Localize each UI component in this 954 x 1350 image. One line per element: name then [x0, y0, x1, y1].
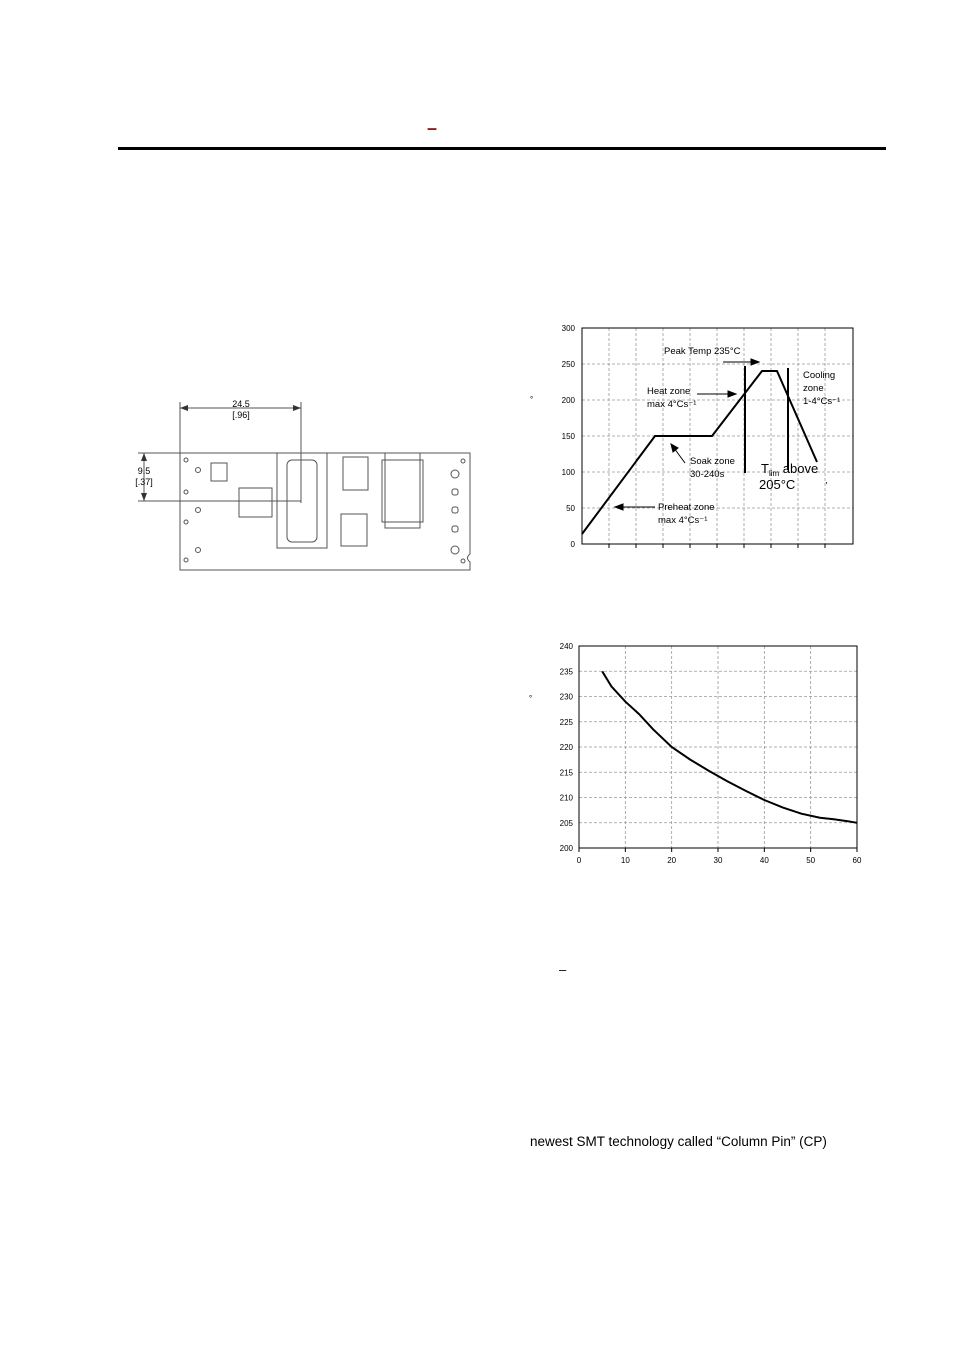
cooling-label: Cooling	[803, 370, 836, 381]
chart-x-tick: 0	[576, 856, 582, 865]
cooling-rate: 1-4°Cs⁻¹	[803, 396, 841, 407]
peak-temp-chart	[525, 638, 870, 873]
preheat-rate: max 4°Cs⁻¹	[658, 515, 708, 526]
soak-zone-time: 30-240s	[690, 469, 725, 480]
chip-2	[239, 488, 272, 517]
footer-dash: –	[559, 962, 567, 977]
reflow-y-tick: 300	[561, 324, 575, 333]
dim-v-in: [.37]	[135, 477, 153, 487]
tlim-temp: 205°C	[759, 477, 796, 492]
dim-v-mm: 9.5	[137, 466, 151, 476]
chip-1	[211, 463, 227, 481]
reflow-y-tick: 100	[561, 468, 575, 477]
peak-label: Peak Temp 235°C	[664, 346, 741, 357]
header-rule	[118, 147, 886, 150]
reflow-y-tick: 0	[570, 540, 575, 549]
tlim-label: $T_{lim}$ above	[761, 461, 819, 478]
reflow-y-unit: °	[530, 395, 534, 404]
chip-4	[341, 514, 367, 546]
chart-y-tick: 200	[559, 844, 573, 853]
chip-3	[343, 457, 368, 490]
soak-zone-label: Soak zone	[690, 456, 735, 467]
heat-zone-rate: max 4°Cs⁻¹	[647, 399, 697, 410]
reflow-y-tick: 50	[566, 504, 575, 513]
chart-x-tick: 40	[759, 856, 769, 865]
dim-h-in: [.96]	[232, 410, 250, 420]
chart-y-unit: °	[529, 694, 533, 703]
reflow-profile-chart	[525, 318, 865, 558]
chart-y-tick: 205	[559, 818, 573, 828]
dim-h-mm: 24.5	[232, 399, 250, 409]
preheat-label: Preheat zone	[658, 502, 715, 513]
chart-y-tick: 225	[559, 717, 573, 727]
cooling-zone-label: zone	[803, 383, 824, 394]
chart-y-tick: 220	[559, 743, 573, 752]
header-marker: –	[427, 118, 438, 138]
chart-x-tick: 20	[667, 856, 677, 865]
chart-x-tick: 60	[852, 856, 862, 865]
chart-x-tick: 50	[806, 856, 816, 865]
reflow-y-tick: 200	[561, 396, 575, 405]
chart-y-tick: 215	[559, 768, 573, 778]
heat-zone-label: Heat zone	[647, 386, 691, 397]
chart-y-tick: 235	[559, 667, 573, 677]
board-outline	[180, 453, 470, 570]
chart-y-tick: 210	[559, 793, 573, 803]
reflow-y-tick: 150	[561, 432, 575, 441]
chart-y-tick: 240	[559, 642, 573, 651]
chart-x-tick: 10	[620, 856, 630, 865]
board-drawing	[120, 388, 480, 578]
reflow-y-tick: 250	[561, 360, 575, 369]
chart-y-tick: 230	[559, 692, 573, 702]
comma-mark: ,	[825, 475, 828, 486]
chart-x-tick: 30	[713, 856, 723, 865]
body-text-column-pin: newest SMT technology called “Column Pin” (CP)	[530, 1134, 827, 1149]
